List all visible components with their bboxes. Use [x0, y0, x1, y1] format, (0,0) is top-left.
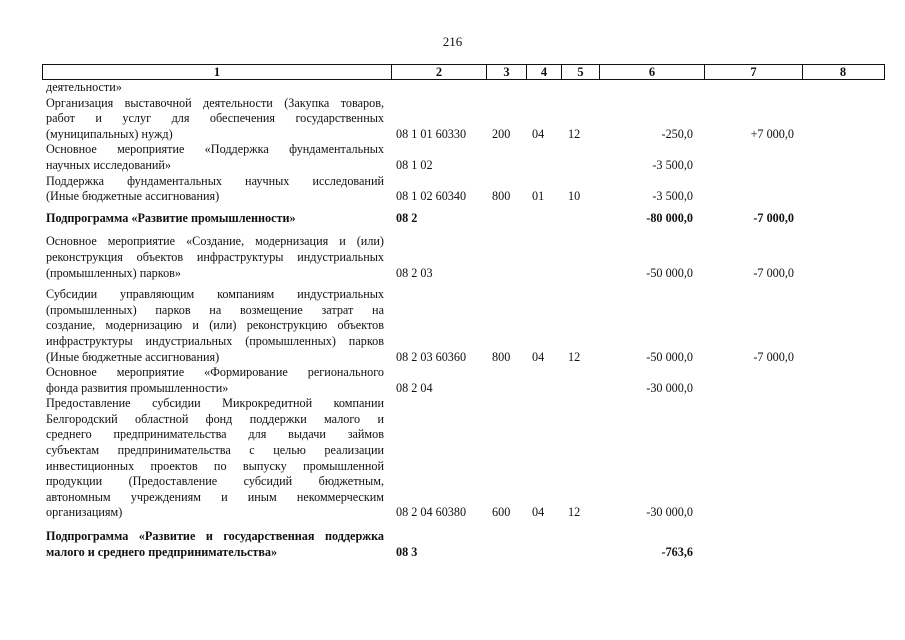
table-row — [46, 96, 846, 143]
row-description — [46, 234, 384, 281]
budget-code: 08 2 — [396, 210, 418, 225]
description-line: (Иные бюджетные ассигнования) — [46, 349, 220, 364]
row-description — [46, 96, 384, 143]
expense-type: 200 — [492, 126, 511, 141]
description-line: Основное мероприятие «Формирование регионального — [46, 365, 384, 380]
budget-code: 08 2 04 60380 — [396, 505, 467, 520]
row-description — [46, 396, 384, 521]
budget-code: 08 1 02 — [396, 157, 433, 172]
description-line: малого и среднего предпринимательства» — [46, 544, 278, 559]
description-line: Основное мероприятие «Создание, модернизация и (или) — [46, 234, 384, 249]
description-line: Организация выставочной деятельности (Закупка товаров, — [46, 95, 384, 110]
amount-col-6: -250,0 — [661, 126, 693, 141]
budget-code: 08 1 02 60340 — [396, 189, 467, 204]
description-line: (промышленных) парков» — [46, 265, 182, 280]
header-col-2: 2 — [391, 65, 486, 79]
table-header — [42, 64, 885, 80]
description-line: организациям) — [46, 505, 123, 520]
amount-col-7: +7 000,0 — [750, 126, 794, 141]
budget-code: 08 1 01 60330 — [396, 126, 467, 141]
description-line: Поддержка фундаментальных научных исследований — [46, 173, 384, 188]
budget-code: 08 3 — [396, 544, 418, 559]
amount-col-6: -3 500,0 — [652, 157, 693, 172]
section: 04 — [532, 349, 545, 364]
amount-col-6: -763,6 — [661, 544, 693, 559]
description-line: (промышленных) парков на возмещение затрат на — [46, 302, 384, 317]
amount-col-6: -50 000,0 — [646, 349, 693, 364]
description-line: продукции (Предоставление субсидий бюджетным, — [46, 474, 384, 489]
page-number: 216 — [442, 34, 463, 49]
description-line: создание, модернизацию и (или) реконструкцию объектов — [46, 318, 384, 333]
budget-code: 08 2 04 — [396, 380, 433, 395]
header-col-4: 4 — [526, 65, 561, 79]
description-line: Белгородский областной фонд поддержки малого и — [46, 411, 384, 426]
header-col-7: 7 — [704, 65, 802, 79]
amount-col-6: -30 000,0 — [646, 380, 693, 395]
description-line: деятельности» — [46, 80, 122, 94]
table-row — [46, 396, 846, 521]
table-row — [46, 365, 846, 396]
amount-col-6: -80 000,0 — [646, 210, 693, 225]
row-description — [46, 529, 384, 560]
expense-type: 800 — [492, 189, 511, 204]
description-line: (муниципальных) нужд) — [46, 126, 173, 141]
description-line: Субсидии управляющим компаниям индустриальных — [46, 287, 384, 302]
description-line: Основное мероприятие «Поддержка фундаментальных — [46, 142, 384, 157]
description-line: (Иные бюджетные ассигнования) — [46, 189, 220, 204]
description-line: автономным учреждениям и иным некоммерческим — [46, 489, 384, 504]
table-body — [46, 80, 846, 560]
budget-code: 08 2 03 60360 — [396, 349, 467, 364]
amount-col-7: -7 000,0 — [753, 265, 794, 280]
expense-type: 600 — [492, 505, 511, 520]
table-row — [46, 80, 846, 96]
subsection: 12 — [568, 349, 581, 364]
row-description — [46, 365, 384, 396]
description-line: работ и услуг для обеспечения государственных — [46, 111, 384, 126]
description-line: инфраструктуры индустриальных (промышленных) парков — [46, 333, 384, 348]
row-description — [46, 174, 384, 205]
section: 04 — [532, 126, 545, 141]
description-line: среднего предпринимательства для выдачи займов — [46, 427, 384, 442]
header-col-1: 1 — [213, 64, 221, 79]
table-row — [46, 142, 846, 173]
subsection: 12 — [568, 505, 581, 520]
row-description — [46, 287, 384, 365]
amount-col-7: -7 000,0 — [753, 210, 794, 225]
subsection: 10 — [568, 189, 581, 204]
section: 04 — [532, 505, 545, 520]
table-row — [46, 287, 846, 365]
header-col-3: 3 — [486, 65, 526, 79]
row-description — [46, 80, 384, 96]
description-line: научных исследований» — [46, 157, 172, 172]
description-line: Подпрограмма «Развитие промышленности» — [46, 210, 296, 225]
row-description — [46, 142, 384, 173]
section: 01 — [532, 189, 545, 204]
description-line: субъектам предпринимательства с целью реализации — [46, 443, 384, 458]
description-line: реконструкция объектов инфраструктуры индустриальных — [46, 249, 384, 264]
amount-col-6: -50 000,0 — [646, 265, 693, 280]
table-row — [46, 174, 846, 205]
header-col-8: 8 — [802, 65, 883, 79]
budget-code: 08 2 03 — [396, 265, 433, 280]
table-row — [46, 529, 846, 560]
amount-col-7: -7 000,0 — [753, 349, 794, 364]
amount-col-6: -30 000,0 — [646, 505, 693, 520]
header-col-5: 5 — [561, 65, 599, 79]
row-description — [46, 211, 384, 227]
table-row — [46, 234, 846, 281]
description-line: Предоставление субсидии Микрокредитной компании — [46, 396, 384, 411]
description-line: фонда развития промышленности» — [46, 380, 229, 395]
description-line: Подпрограмма «Развитие и государственная поддержка — [46, 529, 384, 544]
expense-type: 800 — [492, 349, 511, 364]
description-line: инвестиционных проектов по выпуску промышленной — [46, 458, 384, 473]
table-row — [46, 211, 846, 227]
amount-col-6: -3 500,0 — [652, 189, 693, 204]
subsection: 12 — [568, 126, 581, 141]
header-col-6: 6 — [599, 65, 704, 79]
